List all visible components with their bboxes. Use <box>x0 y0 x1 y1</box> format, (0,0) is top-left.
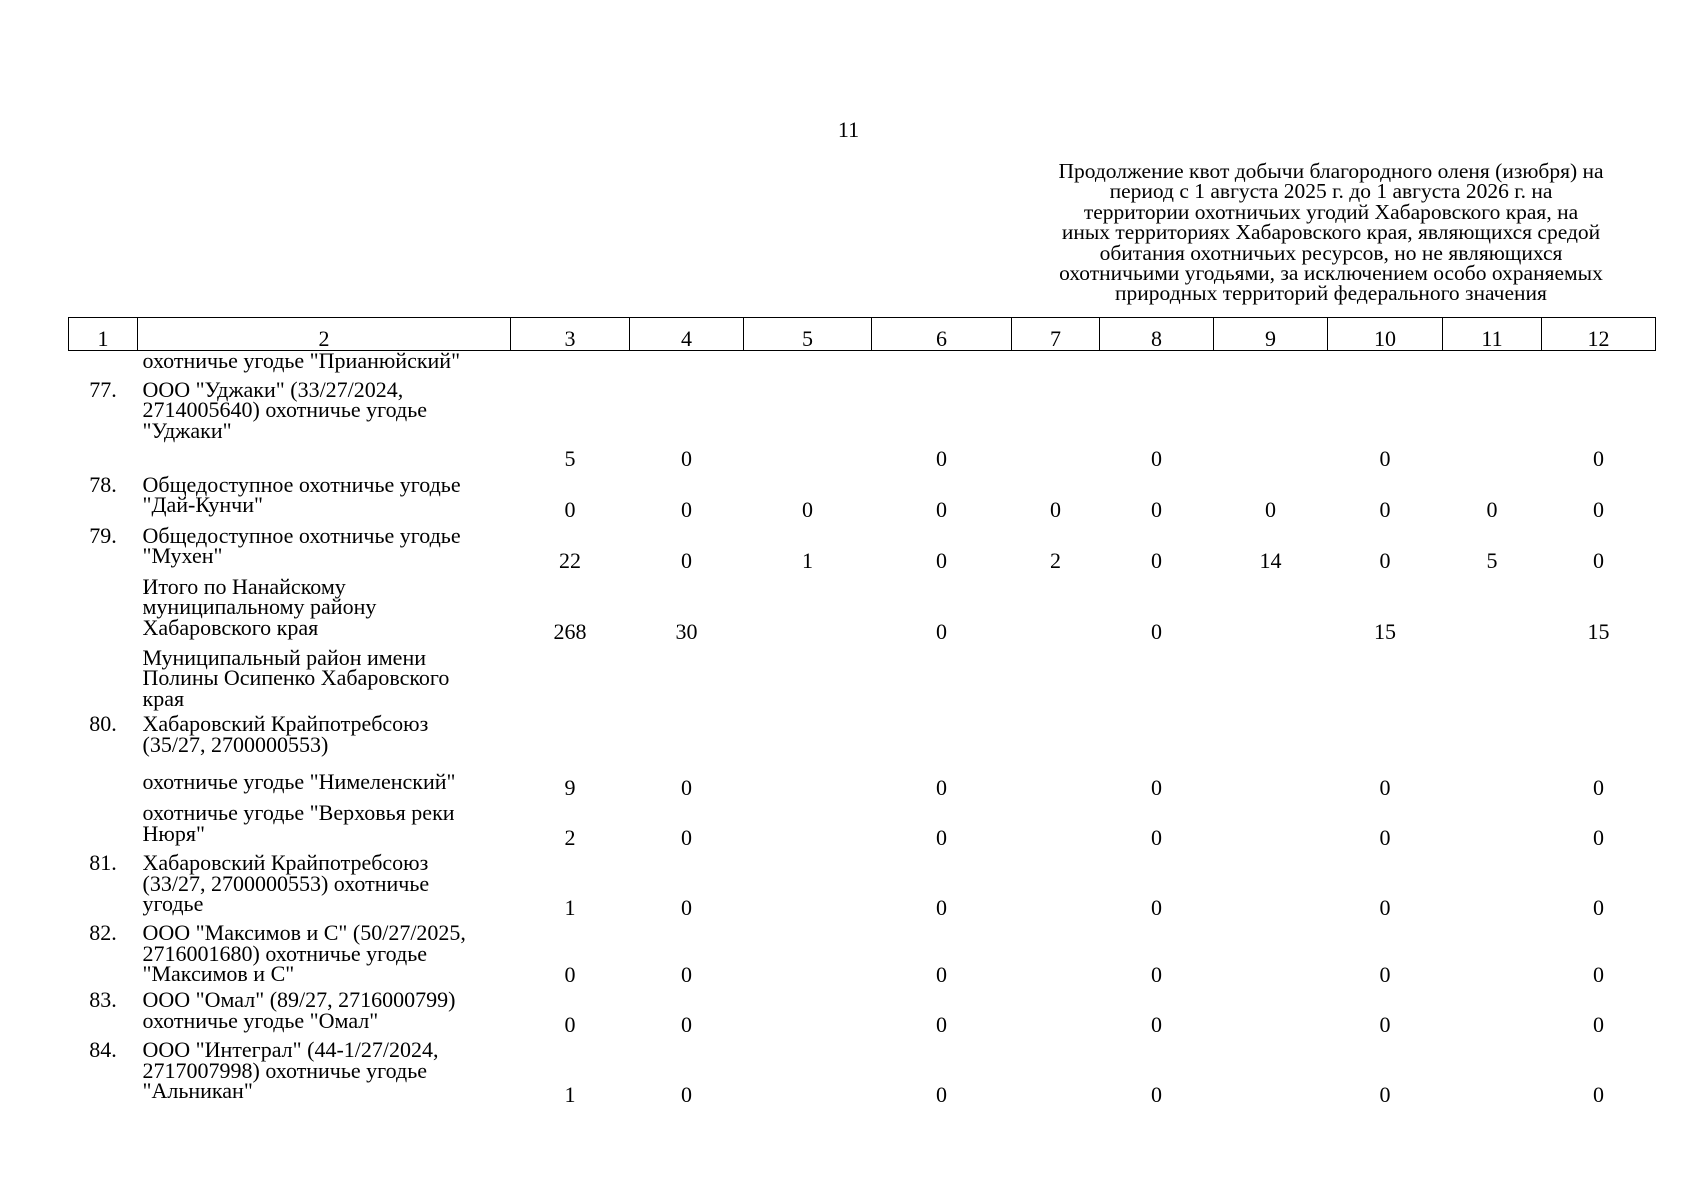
cell-value: 0 <box>936 824 947 850</box>
row-number: 80. <box>89 711 117 736</box>
row-name <box>138 798 511 848</box>
caption-line: Продолжение квот добычи благородного оленя (изюбря) на <box>1058 159 1604 183</box>
cell-value <box>1443 375 1542 470</box>
cell-value <box>744 767 872 798</box>
table-row <box>69 470 1656 521</box>
table-body <box>69 348 1656 1107</box>
cell-value: 0 <box>936 497 947 522</box>
caption-line: период с 1 августа 2025 г. до 1 августа 2026 г. на <box>1109 179 1553 204</box>
cell-value: 1 <box>564 894 576 920</box>
row-name-line: Хабаровский Крайпотребсоюз <box>142 850 429 875</box>
quota-table <box>68 317 1656 1105</box>
row-number <box>69 798 138 848</box>
cell-value: 0 <box>802 497 813 522</box>
cell-value: 0 <box>1593 446 1604 471</box>
table-row <box>69 1035 1656 1105</box>
cell-value: 0 <box>1379 961 1391 987</box>
cell-value: 0 <box>681 961 692 987</box>
cell-value: 0 <box>1593 824 1604 850</box>
cell-value: 0 <box>936 446 947 471</box>
cell-value: 0 <box>1151 446 1162 471</box>
table-row <box>69 767 1656 798</box>
row-name-line: 2716001680) охотничье угодье <box>142 940 428 966</box>
column-header: 4 <box>630 318 744 351</box>
column-header: 5 <box>744 318 872 351</box>
cell-value <box>1012 375 1100 470</box>
row-name-line: "Дай-Кунчи" <box>142 492 263 517</box>
cell-value: 0 <box>681 548 692 573</box>
row-name <box>138 348 511 375</box>
cell-value: 1 <box>564 1081 576 1107</box>
column-header: 11 <box>1443 318 1542 351</box>
table-row <box>69 375 1656 470</box>
cell-value <box>1012 985 1100 1035</box>
row-name <box>138 709 511 767</box>
row-name <box>138 470 511 521</box>
cell-value: 0 <box>1151 619 1162 644</box>
cell-value <box>1214 351 1328 375</box>
cell-value <box>1012 918 1100 985</box>
caption-line: иных территориях Хабаровского края, являющихся средой <box>1061 220 1601 245</box>
table-row <box>69 351 1656 375</box>
cell-value: 268 <box>553 619 587 644</box>
row-name-line: 2717007998) охотничье угодье <box>142 1057 428 1083</box>
row-number: 78. <box>89 471 117 497</box>
cell-value <box>1443 918 1542 985</box>
row-name-line: Итого по Нанайскому <box>142 573 346 599</box>
row-number: 82. <box>89 920 117 945</box>
column-header: 3 <box>511 318 630 351</box>
cell-value <box>1443 572 1542 643</box>
cell-value <box>1443 798 1542 848</box>
row-name-line: "Альникан" <box>142 1078 253 1103</box>
row-number: 77. <box>89 376 117 402</box>
cell-value: 0 <box>564 497 576 522</box>
cell-value <box>1012 1035 1100 1105</box>
cell-value <box>744 918 872 985</box>
cell-value <box>1012 572 1100 643</box>
row-name-line: Полины Осипенко Хабаровского <box>142 665 450 690</box>
cell-value <box>1328 709 1443 767</box>
row-name <box>138 375 511 470</box>
cell-value: 0 <box>681 774 692 800</box>
table-row <box>69 709 1656 767</box>
cell-value: 1 <box>802 548 813 573</box>
row-name-line: "Максимов и С" <box>142 961 295 986</box>
table-row <box>69 521 1656 572</box>
cell-value <box>511 351 630 375</box>
row-name <box>138 767 511 798</box>
cell-value: 0 <box>1593 774 1604 800</box>
cell-value <box>1443 985 1542 1035</box>
cell-value <box>872 351 1012 375</box>
cell-value: 0 <box>1379 548 1391 573</box>
caption-line: охотничьими угодьями, за исключением особо охраняемых <box>1059 261 1603 286</box>
cell-value <box>1214 572 1328 643</box>
cell-value: 0 <box>1151 894 1162 920</box>
cell-value <box>1443 848 1542 918</box>
cell-value <box>744 375 872 470</box>
cell-value: 0 <box>1379 1011 1391 1037</box>
cell-value: 0 <box>1151 774 1162 800</box>
cell-value <box>511 709 630 767</box>
cell-value <box>744 572 872 643</box>
row-name-line: (33/27, 2700000553) охотничье <box>142 870 430 896</box>
cell-value: 0 <box>1593 497 1604 522</box>
row-name-line: Общедоступное охотничье угодье <box>142 471 461 497</box>
row-name-line: охотничье угодье "Верховья реки <box>142 800 455 825</box>
cell-value: 0 <box>1593 1081 1604 1107</box>
table-row <box>69 918 1656 985</box>
cell-value: 0 <box>1593 548 1604 573</box>
cell-value: 0 <box>681 446 692 471</box>
column-header: 8 <box>1100 318 1214 351</box>
cell-value <box>1214 985 1328 1035</box>
cell-value <box>1214 643 1328 710</box>
cell-value: 0 <box>564 961 576 987</box>
cell-value: 2 <box>564 824 576 850</box>
caption-line: обитания охотничьих ресурсов, но не являющихся <box>1099 240 1563 265</box>
cell-value: 0 <box>1265 497 1276 522</box>
cell-value: 0 <box>1151 824 1162 850</box>
table-caption <box>1008 161 1654 304</box>
cell-value <box>1100 351 1214 375</box>
row-number <box>69 643 138 710</box>
row-name <box>138 521 511 572</box>
row-name-line: ООО "Максимов и С" (50/27/2025, <box>142 920 466 945</box>
page-number: 11 <box>837 117 860 142</box>
row-name-line: охотничье угодье "Омал" <box>142 1007 379 1033</box>
cell-value: 0 <box>1379 774 1391 800</box>
cell-value: 0 <box>936 1011 947 1037</box>
row-name-line: ООО "Уджаки" (33/27/2024, <box>142 376 404 402</box>
table-row <box>69 848 1656 918</box>
cell-value <box>744 985 872 1035</box>
cell-value: 0 <box>1151 961 1162 987</box>
row-name <box>138 1035 511 1105</box>
cell-value <box>1012 709 1100 767</box>
row-name <box>138 848 511 918</box>
row-number <box>69 572 138 643</box>
column-header: 10 <box>1328 318 1443 351</box>
cell-value <box>1214 798 1328 848</box>
row-number: 84. <box>89 1037 117 1062</box>
caption-line: территории охотничьих угодий Хабаровского края, на <box>1083 199 1579 224</box>
cell-value: 0 <box>1151 1011 1162 1037</box>
row-name-line: Муниципальный район имени <box>142 644 426 670</box>
cell-value: 0 <box>1593 894 1604 920</box>
cell-value <box>511 643 630 710</box>
cell-value <box>1012 848 1100 918</box>
cell-value: 0 <box>1151 548 1162 573</box>
table-row <box>69 985 1656 1035</box>
cell-value <box>1542 709 1656 767</box>
cell-value <box>1100 643 1214 710</box>
cell-value <box>630 643 744 710</box>
cell-value <box>744 643 872 710</box>
cell-value: 0 <box>936 961 947 987</box>
cell-value <box>1443 351 1542 375</box>
cell-value: 22 <box>559 548 581 573</box>
column-header: 1 <box>69 318 138 351</box>
cell-value <box>1214 375 1328 470</box>
row-number: 81. <box>89 850 117 875</box>
cell-value <box>1012 767 1100 798</box>
row-name-line: угодье <box>142 891 204 916</box>
cell-value <box>1214 1035 1328 1105</box>
row-name-line: Хабаровский Крайпотребсоюз <box>142 711 429 736</box>
column-header: 2 <box>138 318 511 351</box>
cell-value <box>744 1035 872 1105</box>
cell-value <box>1443 1035 1542 1105</box>
table-row <box>69 798 1656 848</box>
row-number: 83. <box>89 987 117 1012</box>
cell-value: 0 <box>1379 824 1391 850</box>
cell-value <box>1328 351 1443 375</box>
cell-value: 0 <box>1151 497 1162 522</box>
caption-line: природных территорий федерального значения <box>1115 281 1547 306</box>
cell-value: 0 <box>681 1011 692 1037</box>
cell-value: 0 <box>1486 497 1498 522</box>
cell-value <box>1214 767 1328 798</box>
cell-value: 5 <box>564 446 576 471</box>
row-name-line: ООО "Интеграл" (44-1/27/2024, <box>142 1037 439 1062</box>
cell-value: 30 <box>675 619 698 644</box>
table-row <box>69 643 1656 710</box>
cell-value <box>1443 709 1542 767</box>
row-number <box>69 767 138 798</box>
row-name-line: охотничье угодье "Прианюйский" <box>142 348 461 373</box>
cell-value <box>630 709 744 767</box>
cell-value <box>1443 643 1542 710</box>
header-row <box>69 318 1656 351</box>
cell-value <box>1542 643 1656 710</box>
row-name-line: ООО "Омал" (89/27, 2716000799) <box>142 987 456 1012</box>
cell-value: 5 <box>1486 548 1498 573</box>
cell-value: 15 <box>1587 619 1610 644</box>
cell-value: 0 <box>936 619 947 644</box>
row-name-line: Хабаровского края <box>142 614 319 640</box>
column-header: 12 <box>1542 318 1656 351</box>
cell-value: 0 <box>936 1081 947 1107</box>
cell-value: 0 <box>1151 1081 1162 1107</box>
cell-value: 0 <box>1379 446 1391 471</box>
row-name-line: муниципальному району <box>142 594 377 619</box>
cell-value: 0 <box>1379 1081 1391 1107</box>
cell-value: 2 <box>1050 548 1061 573</box>
cell-value: 0 <box>681 497 692 522</box>
cell-value: 0 <box>681 1081 692 1107</box>
row-name-line: "Мухен" <box>142 543 223 568</box>
column-header: 7 <box>1012 318 1100 351</box>
row-name <box>138 918 511 985</box>
row-name-line: "Уджаки" <box>142 417 232 443</box>
table-header <box>69 318 1656 351</box>
cell-value: 0 <box>681 824 692 850</box>
cell-value <box>1012 643 1100 710</box>
row-name <box>138 985 511 1035</box>
cell-value <box>1214 709 1328 767</box>
cell-value: 0 <box>1593 1011 1604 1037</box>
cell-value: 15 <box>1374 619 1396 644</box>
row-name-line: охотничье угодье "Нимеленский" <box>142 769 456 794</box>
cell-value <box>872 709 1012 767</box>
cell-value: 0 <box>1593 961 1604 987</box>
row-name-line: 2714005640) охотничье угодье <box>142 397 428 422</box>
cell-value <box>1214 848 1328 918</box>
cell-value <box>1012 351 1100 375</box>
cell-value <box>1443 767 1542 798</box>
row-name <box>138 643 511 710</box>
cell-value <box>744 351 872 375</box>
cell-value <box>744 798 872 848</box>
cell-value: 0 <box>1379 497 1391 522</box>
row-number: 79. <box>89 522 117 548</box>
cell-value: 9 <box>564 774 576 800</box>
row-name-line: Нюря" <box>142 820 205 846</box>
cell-value <box>1100 709 1214 767</box>
table-row <box>69 572 1656 643</box>
column-header: 6 <box>872 318 1012 351</box>
cell-value: 0 <box>1379 894 1391 920</box>
cell-value: 0 <box>681 894 692 920</box>
row-name-line: Общедоступное охотничье угодье <box>142 522 461 548</box>
cell-value: 14 <box>1259 548 1282 573</box>
cell-value <box>1542 351 1656 375</box>
cell-value: 0 <box>1050 497 1061 522</box>
cell-value <box>744 709 872 767</box>
cell-value <box>1214 918 1328 985</box>
row-name-line: (35/27, 2700000553) <box>142 731 329 757</box>
column-header: 9 <box>1214 318 1328 351</box>
cell-value <box>872 643 1012 710</box>
cell-value <box>1328 643 1443 710</box>
row-name <box>138 572 511 643</box>
cell-value: 0 <box>564 1011 576 1037</box>
row-number <box>69 351 138 375</box>
cell-value: 0 <box>936 774 947 800</box>
row-name-line: края <box>142 685 185 711</box>
cell-value: 0 <box>936 548 947 573</box>
cell-value: 0 <box>936 894 947 920</box>
cell-value <box>744 848 872 918</box>
cell-value <box>1012 798 1100 848</box>
cell-value <box>630 351 744 375</box>
